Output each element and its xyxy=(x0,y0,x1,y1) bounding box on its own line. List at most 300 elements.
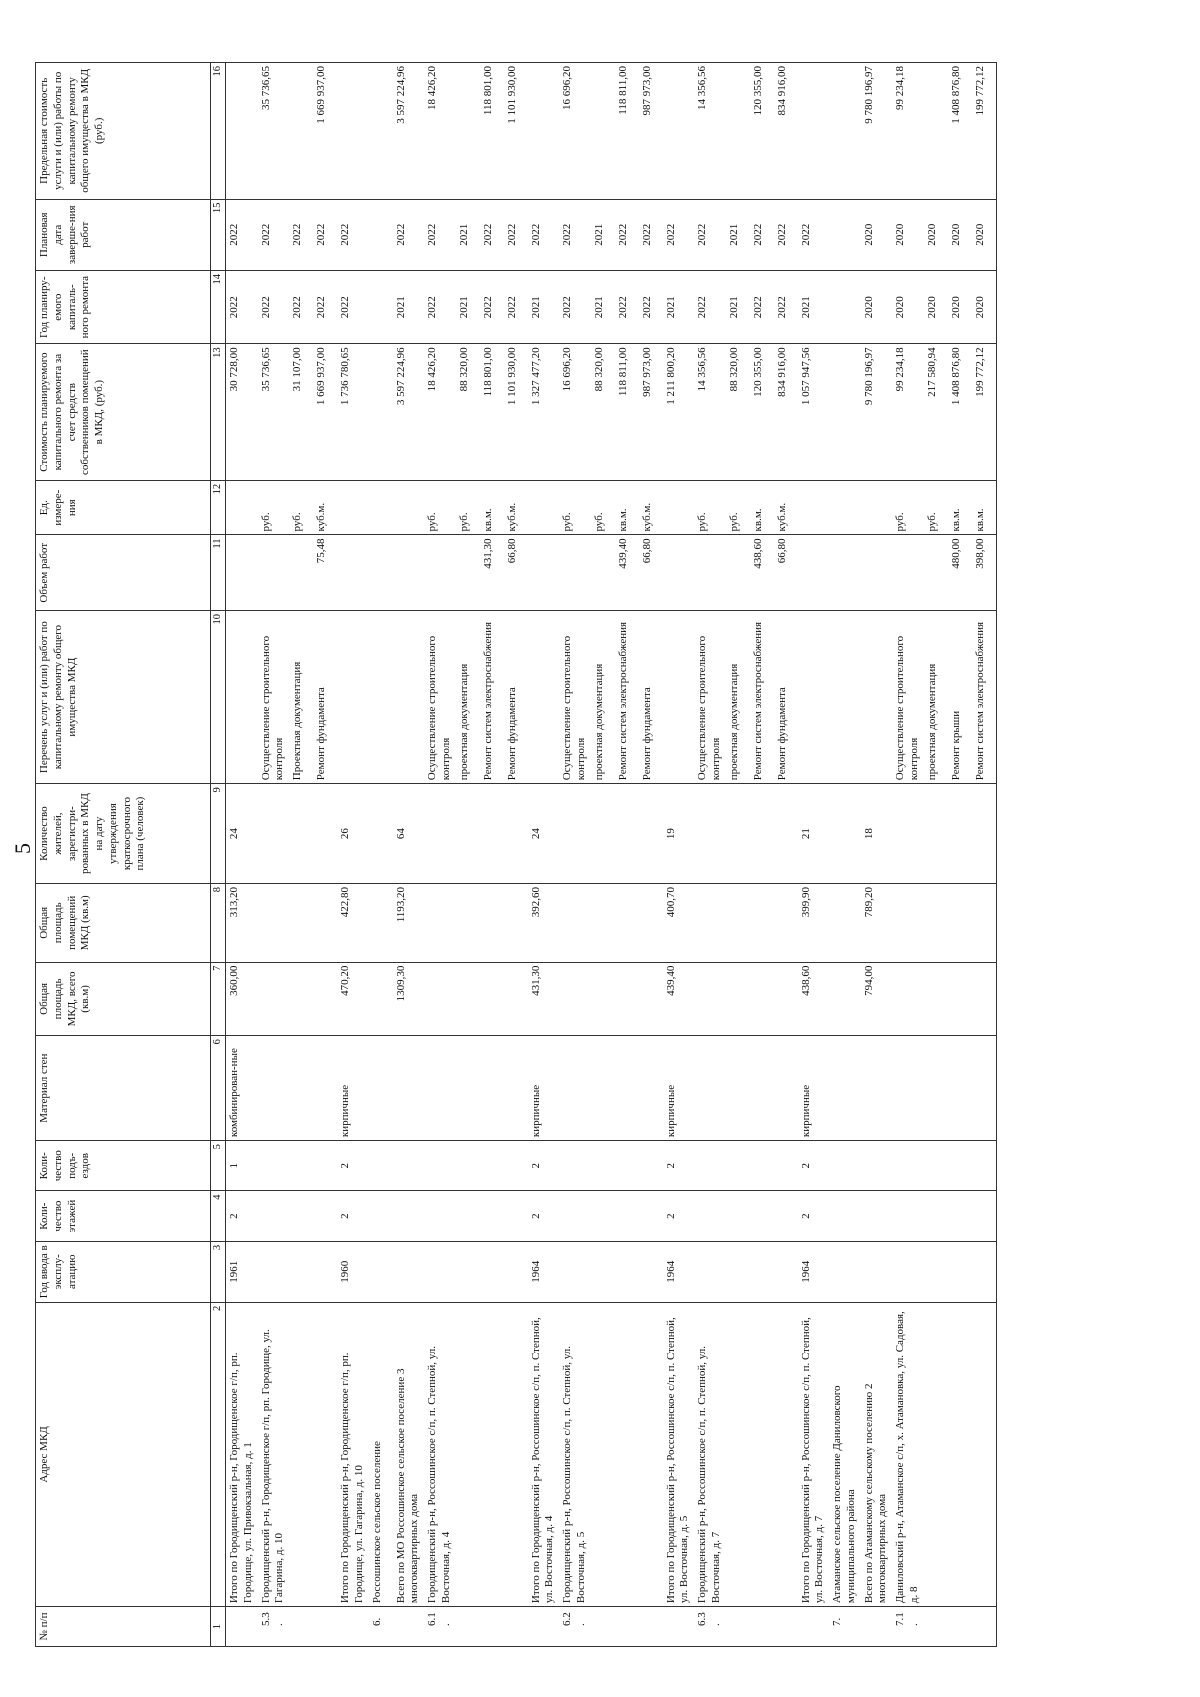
table-cell: 2022 xyxy=(313,270,337,343)
table-cell xyxy=(393,480,425,535)
table-row xyxy=(948,63,972,1647)
table-cell: Даниловский р-н, Атаманское с/п, х. Атамановка, ул. Садовая, д. 8 xyxy=(892,1302,924,1606)
table-cell xyxy=(861,611,893,784)
table-cell: 1 xyxy=(226,1141,258,1191)
table-cell: 2022 xyxy=(424,270,456,343)
table-cell: 480,00 xyxy=(948,535,972,611)
table-cell: 2022 xyxy=(424,199,456,270)
table-cell xyxy=(829,1036,861,1141)
table-cell: 118 801,00 xyxy=(480,344,504,480)
table-cell xyxy=(726,1036,750,1141)
table-cell: 66,80 xyxy=(774,535,798,611)
table-cell xyxy=(313,1607,337,1647)
table-cell: кв.м. xyxy=(948,480,972,535)
column-number: 12 xyxy=(211,480,226,535)
table-cell xyxy=(393,1241,425,1302)
table-cell: Итого по Городищенский р-н, Россошинское с/п, п. Степной, ул. Восточная, д. 5 xyxy=(663,1302,695,1606)
table-cell xyxy=(559,1191,591,1241)
table-cell: 2 xyxy=(798,1141,830,1191)
table-cell xyxy=(369,1036,393,1141)
column-number-row xyxy=(211,63,226,1647)
table-cell xyxy=(924,1241,948,1302)
table-cell xyxy=(948,784,972,884)
table-cell xyxy=(337,63,369,200)
table-cell: Ремонт фундамента xyxy=(774,611,798,784)
table-cell xyxy=(424,1191,456,1241)
table-cell: 199 772,12 xyxy=(972,344,997,480)
table-cell xyxy=(774,883,798,962)
table-cell: 2020 xyxy=(924,199,948,270)
table-cell xyxy=(750,1191,774,1241)
table-cell xyxy=(289,1302,313,1606)
table-cell xyxy=(369,883,393,962)
table-cell: Итого по Городищенский р-н, Городищенское г/п, рп. Городище, ул. Гагарина, д. 10 xyxy=(337,1302,369,1606)
table-cell xyxy=(289,962,313,1035)
table-cell xyxy=(694,962,726,1035)
table-cell: 2022 xyxy=(559,270,591,343)
table-cell: 431,30 xyxy=(528,962,560,1035)
table-cell xyxy=(639,1036,663,1141)
table-cell xyxy=(829,1191,861,1241)
table-cell xyxy=(337,480,369,535)
table-cell xyxy=(369,611,393,784)
table-cell xyxy=(480,1141,504,1191)
table-cell xyxy=(226,611,258,784)
table-cell: 2022 xyxy=(750,270,774,343)
table-cell: кирпичные xyxy=(528,1036,560,1141)
table-cell: 2 xyxy=(337,1191,369,1241)
table-cell xyxy=(892,962,924,1035)
table-cell xyxy=(313,1241,337,1302)
table-cell: 1 669 937,00 xyxy=(313,344,337,480)
table-cell: 2 xyxy=(528,1141,560,1191)
table-cell: 7. xyxy=(829,1607,861,1647)
table-cell: 35 736,65 xyxy=(258,63,290,200)
table-cell xyxy=(313,1036,337,1141)
table-cell: 834 916,00 xyxy=(774,344,798,480)
table-cell xyxy=(615,1191,639,1241)
table-cell: 9 780 196,97 xyxy=(861,63,893,200)
table-cell xyxy=(615,883,639,962)
table-cell: 438,60 xyxy=(750,535,774,611)
table-cell: 24 xyxy=(528,784,560,884)
column-number: 9 xyxy=(211,784,226,884)
column-number: 5 xyxy=(211,1141,226,1191)
table-cell: 31 107,00 xyxy=(289,344,313,480)
table-cell xyxy=(591,1302,615,1606)
table-cell xyxy=(948,1302,972,1606)
table-cell: кирпичные xyxy=(337,1036,369,1141)
table-cell xyxy=(726,63,750,200)
table-cell xyxy=(829,63,861,200)
table-cell xyxy=(369,784,393,884)
table-cell: 2020 xyxy=(861,270,893,343)
table-cell: куб.м. xyxy=(504,480,528,535)
table-cell xyxy=(456,1607,480,1647)
table-cell xyxy=(591,962,615,1035)
table-cell xyxy=(480,883,504,962)
table-cell xyxy=(480,1241,504,1302)
header-row xyxy=(36,63,211,1647)
table-cell xyxy=(892,1036,924,1141)
table-cell xyxy=(750,962,774,1035)
table-cell: 794,00 xyxy=(861,962,893,1035)
table-cell: руб. xyxy=(924,480,948,535)
table-cell: Ремонт фундамента xyxy=(639,611,663,784)
table-cell xyxy=(972,1036,997,1141)
table-cell: 2022 xyxy=(504,270,528,343)
table-cell xyxy=(892,1191,924,1241)
table-cell xyxy=(289,1141,313,1191)
column-header: Адрес МКД xyxy=(36,1302,211,1606)
table-cell: 118 811,00 xyxy=(615,344,639,480)
table-cell xyxy=(456,883,480,962)
table-cell xyxy=(726,1302,750,1606)
table-cell: 2021 xyxy=(456,270,480,343)
column-header: Стоимость планируемого капитального ремонта за счет средств собственников помещений в МКД, (руб.) xyxy=(36,344,211,480)
table-cell xyxy=(369,63,393,200)
column-header: Ед. измере-ния xyxy=(36,480,211,535)
column-number: 4 xyxy=(211,1191,226,1241)
table-cell: 2022 xyxy=(504,199,528,270)
table-cell: 2020 xyxy=(861,199,893,270)
table-cell xyxy=(694,1191,726,1241)
table-cell: руб. xyxy=(456,480,480,535)
column-number: 13 xyxy=(211,344,226,480)
table-cell xyxy=(726,784,750,884)
table-cell: 2022 xyxy=(226,270,258,343)
table-cell xyxy=(924,63,948,200)
table-cell: 2022 xyxy=(258,270,290,343)
table-cell: 26 xyxy=(337,784,369,884)
table-cell xyxy=(504,1607,528,1647)
table-cell xyxy=(972,1241,997,1302)
column-number: 6 xyxy=(211,1036,226,1141)
table-cell xyxy=(393,1141,425,1191)
table-cell xyxy=(528,611,560,784)
table-cell: 2021 xyxy=(726,199,750,270)
table-cell: 2022 xyxy=(774,199,798,270)
table-cell: 422,80 xyxy=(337,883,369,962)
column-header: Предельная стоимость услуги и (или) работы по капитальному ремонту общего имущества в МКД (руб.) xyxy=(36,63,211,200)
table-cell xyxy=(639,1241,663,1302)
table-row xyxy=(829,63,861,1647)
table-cell: 2021 xyxy=(393,270,425,343)
table-cell xyxy=(258,1036,290,1141)
table-cell xyxy=(829,883,861,962)
column-number: 2 xyxy=(211,1302,226,1606)
table-cell: Осуществление строительного контроля xyxy=(424,611,456,784)
table-row xyxy=(393,63,425,1647)
table-cell xyxy=(861,1191,893,1241)
table-cell xyxy=(337,1607,369,1647)
table-cell xyxy=(424,784,456,884)
table-cell xyxy=(393,1191,425,1241)
table-cell xyxy=(694,1141,726,1191)
table-cell xyxy=(663,611,695,784)
table-cell xyxy=(861,1241,893,1302)
table-cell: Атаманское сельское поселение Даниловского муниципального района xyxy=(829,1302,861,1606)
table-cell: 118 801,00 xyxy=(480,63,504,200)
table-cell xyxy=(726,1607,750,1647)
table-row xyxy=(337,63,369,1647)
table-cell xyxy=(480,1036,504,1141)
table-cell: 1 669 937,00 xyxy=(313,63,337,200)
table-cell xyxy=(424,1036,456,1141)
table-cell: 199 772,12 xyxy=(972,63,997,200)
repair-plan-table xyxy=(35,62,997,1647)
table-cell xyxy=(861,1141,893,1191)
table-cell xyxy=(591,784,615,884)
table-cell xyxy=(924,535,948,611)
table-cell xyxy=(504,1241,528,1302)
column-header: Материал стен xyxy=(36,1036,211,1141)
table-cell: 16 696,20 xyxy=(559,344,591,480)
table-cell xyxy=(528,63,560,200)
table-cell: куб.м. xyxy=(639,480,663,535)
table-cell xyxy=(226,1607,258,1647)
table-cell: 439,40 xyxy=(615,535,639,611)
table-cell: руб. xyxy=(289,480,313,535)
table-cell xyxy=(393,1607,425,1647)
table-cell xyxy=(972,962,997,1035)
table-cell xyxy=(258,535,290,611)
table-cell xyxy=(798,611,830,784)
table-cell: 313,20 xyxy=(226,883,258,962)
table-cell xyxy=(694,784,726,884)
table-cell xyxy=(226,480,258,535)
table-cell: 2020 xyxy=(892,199,924,270)
table-cell: 834 916,00 xyxy=(774,63,798,200)
table-cell xyxy=(726,535,750,611)
table-cell xyxy=(694,535,726,611)
table-cell: 2022 xyxy=(480,199,504,270)
table-cell xyxy=(798,1607,830,1647)
table-cell xyxy=(528,1607,560,1647)
table-cell: 18 426,20 xyxy=(424,63,456,200)
table-cell: Итого по Городищенский р-н, Городищенское г/п, рп. Городище, ул. Привокзальная, д. 1 xyxy=(226,1302,258,1606)
column-header: Объем работ xyxy=(36,535,211,611)
table-cell: 2022 xyxy=(337,199,369,270)
table-cell xyxy=(480,1607,504,1647)
table-cell xyxy=(948,1191,972,1241)
table-cell: 1 101 930,00 xyxy=(504,63,528,200)
table-row xyxy=(694,63,726,1647)
table-row xyxy=(313,63,337,1647)
table-cell: Ремонт систем электроснабжения xyxy=(615,611,639,784)
table-cell xyxy=(948,1141,972,1191)
table-cell: 2022 xyxy=(559,199,591,270)
table-cell xyxy=(948,1036,972,1141)
table-cell: Ремонт систем электроснабжения xyxy=(480,611,504,784)
table-cell: 2 xyxy=(663,1191,695,1241)
table-cell: 18 xyxy=(861,784,893,884)
table-cell xyxy=(615,962,639,1035)
table-cell: 2020 xyxy=(924,270,948,343)
table-cell: 2020 xyxy=(972,199,997,270)
table-cell: 2021 xyxy=(456,199,480,270)
column-number: 16 xyxy=(211,63,226,200)
table-cell: Всего по Атаманскому сельскому поселению 2 многоквартирных дома xyxy=(861,1302,893,1606)
table-cell: 1 408 876,80 xyxy=(948,63,972,200)
table-row xyxy=(972,63,997,1647)
table-cell: руб. xyxy=(694,480,726,535)
table-cell: 2022 xyxy=(615,270,639,343)
table-cell xyxy=(456,1036,480,1141)
table-cell: 14 356,56 xyxy=(694,344,726,480)
table-cell xyxy=(258,1141,290,1191)
table-cell: 2022 xyxy=(798,199,830,270)
table-cell xyxy=(591,1191,615,1241)
table-cell xyxy=(726,1241,750,1302)
table-cell: Осуществление строительного контроля xyxy=(694,611,726,784)
table-row xyxy=(226,63,258,1647)
table-cell: 3 597 224,96 xyxy=(393,63,425,200)
table-cell: 2022 xyxy=(639,270,663,343)
table-cell xyxy=(504,1191,528,1241)
table-cell xyxy=(615,1241,639,1302)
table-cell: Городищенский р-н, Россошинское с/п, п. Степной, ул. Восточная, д. 4 xyxy=(424,1302,456,1606)
table-cell xyxy=(313,784,337,884)
table-cell xyxy=(504,962,528,1035)
column-header: № п/п xyxy=(36,1607,211,1647)
table-row xyxy=(615,63,639,1647)
table-cell: 118 811,00 xyxy=(615,63,639,200)
table-cell: 1 736 780,65 xyxy=(337,344,369,480)
table-cell: 470,20 xyxy=(337,962,369,1035)
table-cell: 16 696,20 xyxy=(559,63,591,200)
table-cell xyxy=(369,1191,393,1241)
table-cell xyxy=(313,1141,337,1191)
table-cell xyxy=(456,1141,480,1191)
column-number: 11 xyxy=(211,535,226,611)
column-header: Коли-чество этажей xyxy=(36,1191,211,1241)
table-cell xyxy=(774,1141,798,1191)
table-cell: 2020 xyxy=(972,270,997,343)
table-row xyxy=(639,63,663,1647)
table-cell xyxy=(226,63,258,200)
table-cell xyxy=(393,1036,425,1141)
table-cell xyxy=(258,1241,290,1302)
table-cell: кв.м. xyxy=(615,480,639,535)
table-cell: 5.3. xyxy=(258,1607,290,1647)
table-cell xyxy=(258,784,290,884)
table-cell xyxy=(750,1302,774,1606)
table-cell: 120 355,00 xyxy=(750,63,774,200)
table-cell xyxy=(774,1036,798,1141)
table-cell xyxy=(924,1302,948,1606)
table-row xyxy=(924,63,948,1647)
table-row xyxy=(456,63,480,1647)
column-header: Общая площадь помещений МКД (кв.м) xyxy=(36,883,211,962)
table-cell xyxy=(424,883,456,962)
table-cell xyxy=(528,535,560,611)
table-cell xyxy=(393,535,425,611)
table-cell xyxy=(504,1036,528,1141)
column-number: 8 xyxy=(211,883,226,962)
table-cell: 35 736,65 xyxy=(258,344,290,480)
table-cell: 1 327 477,20 xyxy=(528,344,560,480)
table-cell: куб.м. xyxy=(313,480,337,535)
table-cell: руб. xyxy=(424,480,456,535)
table-cell: 1964 xyxy=(798,1241,830,1302)
table-cell xyxy=(289,784,313,884)
table-cell: куб.м. xyxy=(774,480,798,535)
table-cell xyxy=(480,962,504,1035)
table-cell xyxy=(924,1036,948,1141)
table-cell xyxy=(726,1141,750,1191)
column-number: 3 xyxy=(211,1241,226,1302)
table-cell: Городищенский р-н, Россошинское с/п, п. Степной, ул. Восточная, д. 7 xyxy=(694,1302,726,1606)
table-cell xyxy=(337,611,369,784)
table-cell xyxy=(289,63,313,200)
table-cell xyxy=(861,480,893,535)
table-cell: 1309,30 xyxy=(393,962,425,1035)
table-cell xyxy=(798,535,830,611)
table-cell xyxy=(972,1607,997,1647)
table-cell xyxy=(774,962,798,1035)
table-cell xyxy=(798,480,830,535)
table-cell: 2022 xyxy=(639,199,663,270)
table-cell xyxy=(615,784,639,884)
table-row xyxy=(591,63,615,1647)
column-header: Общая площадь МКД, всего (кв.м) xyxy=(36,962,211,1035)
table-cell xyxy=(289,1607,313,1647)
table-cell xyxy=(456,962,480,1035)
table-cell xyxy=(924,1191,948,1241)
table-cell xyxy=(591,535,615,611)
table-cell: 66,80 xyxy=(639,535,663,611)
table-cell: проектная документация xyxy=(726,611,750,784)
table-cell xyxy=(892,784,924,884)
table-cell: 2 xyxy=(663,1141,695,1191)
table-cell xyxy=(924,883,948,962)
table-cell: Ремонт систем электроснабжения xyxy=(750,611,774,784)
table-cell: 2022 xyxy=(663,199,695,270)
table-cell xyxy=(424,1141,456,1191)
table-cell xyxy=(456,1191,480,1241)
table-cell xyxy=(369,344,393,480)
table-cell xyxy=(258,1191,290,1241)
table-cell: 66,80 xyxy=(504,535,528,611)
table-cell: Ремонт крыши xyxy=(948,611,972,784)
table-cell xyxy=(591,883,615,962)
table-cell xyxy=(948,1607,972,1647)
table-cell xyxy=(591,1036,615,1141)
table-cell xyxy=(615,1607,639,1647)
column-header: Год планиру-емого капиталь-ного ремонта xyxy=(36,270,211,343)
table-cell xyxy=(424,962,456,1035)
table-cell xyxy=(924,784,948,884)
table-cell: 439,40 xyxy=(663,962,695,1035)
table-cell xyxy=(924,962,948,1035)
table-cell xyxy=(504,784,528,884)
table-cell xyxy=(829,962,861,1035)
table-cell xyxy=(504,1141,528,1191)
table-cell: Россошинское сельское поселение xyxy=(369,1302,393,1606)
table-cell: 1 408 876,80 xyxy=(948,344,972,480)
table-cell xyxy=(861,1607,893,1647)
table-cell xyxy=(289,883,313,962)
table-cell: комбинирован-ные xyxy=(226,1036,258,1141)
table-cell: кв.м. xyxy=(750,480,774,535)
table-cell: 1960 xyxy=(337,1241,369,1302)
table-cell xyxy=(829,480,861,535)
table-cell xyxy=(480,784,504,884)
table-cell: 19 xyxy=(663,784,695,884)
table-row xyxy=(504,63,528,1647)
table-cell xyxy=(861,535,893,611)
